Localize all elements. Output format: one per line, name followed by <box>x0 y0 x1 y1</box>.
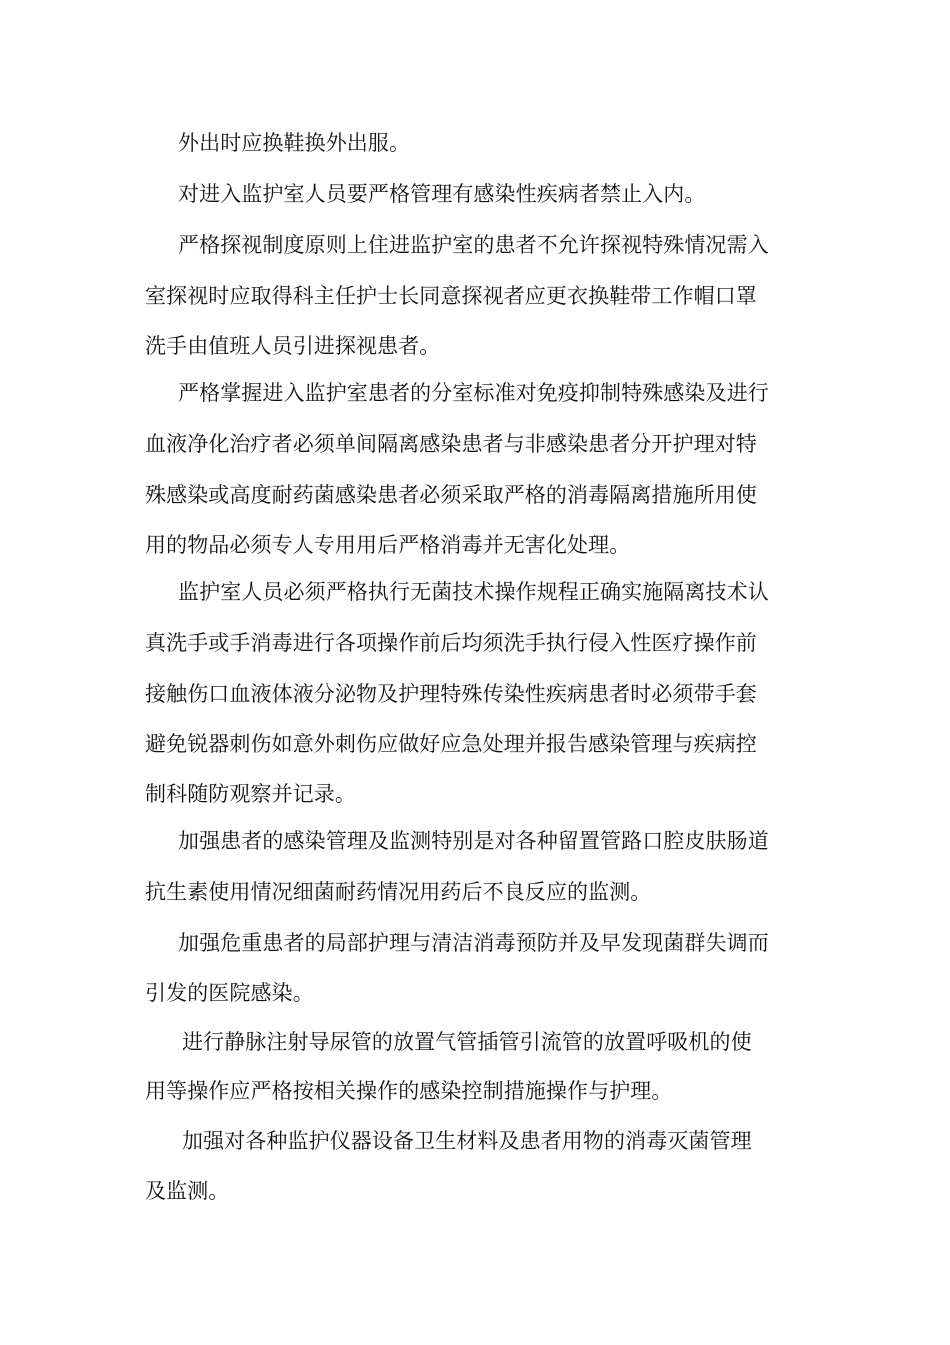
text-line: 严格掌握进入监护室患者的分室标准对免疫抑制特殊感染及进行 <box>178 381 769 405</box>
text-line: 严格探视制度原则上住进监护室的患者不允许探视特殊情况需入 <box>178 233 769 257</box>
text-line: 用等操作应严格按相关操作的感染控制措施操作与护理。 <box>145 1079 673 1103</box>
text-line: 接触伤口血液体液分泌物及护理特殊传染性疾病患者时必须带手套 <box>145 682 757 706</box>
text-line: 真洗手或手消毒进行各项操作前后均须洗手执行侵入性医疗操作前 <box>145 631 757 655</box>
text-line: 及监测。 <box>145 1179 230 1203</box>
text-line: 加强患者的感染管理及监测特别是对各种留置管路口腔皮肤肠道 <box>178 829 769 853</box>
text-line: 殊感染或高度耐药菌感染患者必须采取严格的消毒隔离措施所用使 <box>145 483 757 507</box>
text-line: 室探视时应取得科主任护士长同意探视者应更衣换鞋带工作帽口罩 <box>145 284 757 308</box>
text-line: 用的物品必须专人专用用后严格消毒并无害化处理。 <box>145 533 631 557</box>
text-line: 避免锐器刺伤如意外刺伤应做好应急处理并报告感染管理与疾病控 <box>145 732 757 756</box>
text-line: 引发的医院感染。 <box>145 981 314 1005</box>
text-line: 监护室人员必须严格执行无菌技术操作规程正确实施隔离技术认 <box>178 580 769 604</box>
text-line: 洗手由值班人员引进探视患者。 <box>145 334 441 358</box>
text-line: 制科随防观察并记录。 <box>145 782 356 806</box>
text-line: 进行静脉注射导尿管的放置气管插管引流管的放置呼吸机的使 <box>182 1030 752 1054</box>
text-line: 抗生素使用情况细菌耐药情况用药后不良反应的监测。 <box>145 880 652 904</box>
text-line: 对进入监护室人员要严格管理有感染性疾病者禁止入内。 <box>178 182 706 206</box>
text-line: 加强对各种监护仪器设备卫生材料及患者用物的消毒灭菌管理 <box>182 1129 752 1153</box>
text-line: 加强危重患者的局部护理与清洁消毒预防并及早发现菌群失调而 <box>178 931 769 955</box>
text-line: 外出时应换鞋换外出服。 <box>178 131 411 155</box>
text-line: 血液净化治疗者必须单间隔离感染患者与非感染患者分开护理对特 <box>145 432 757 456</box>
